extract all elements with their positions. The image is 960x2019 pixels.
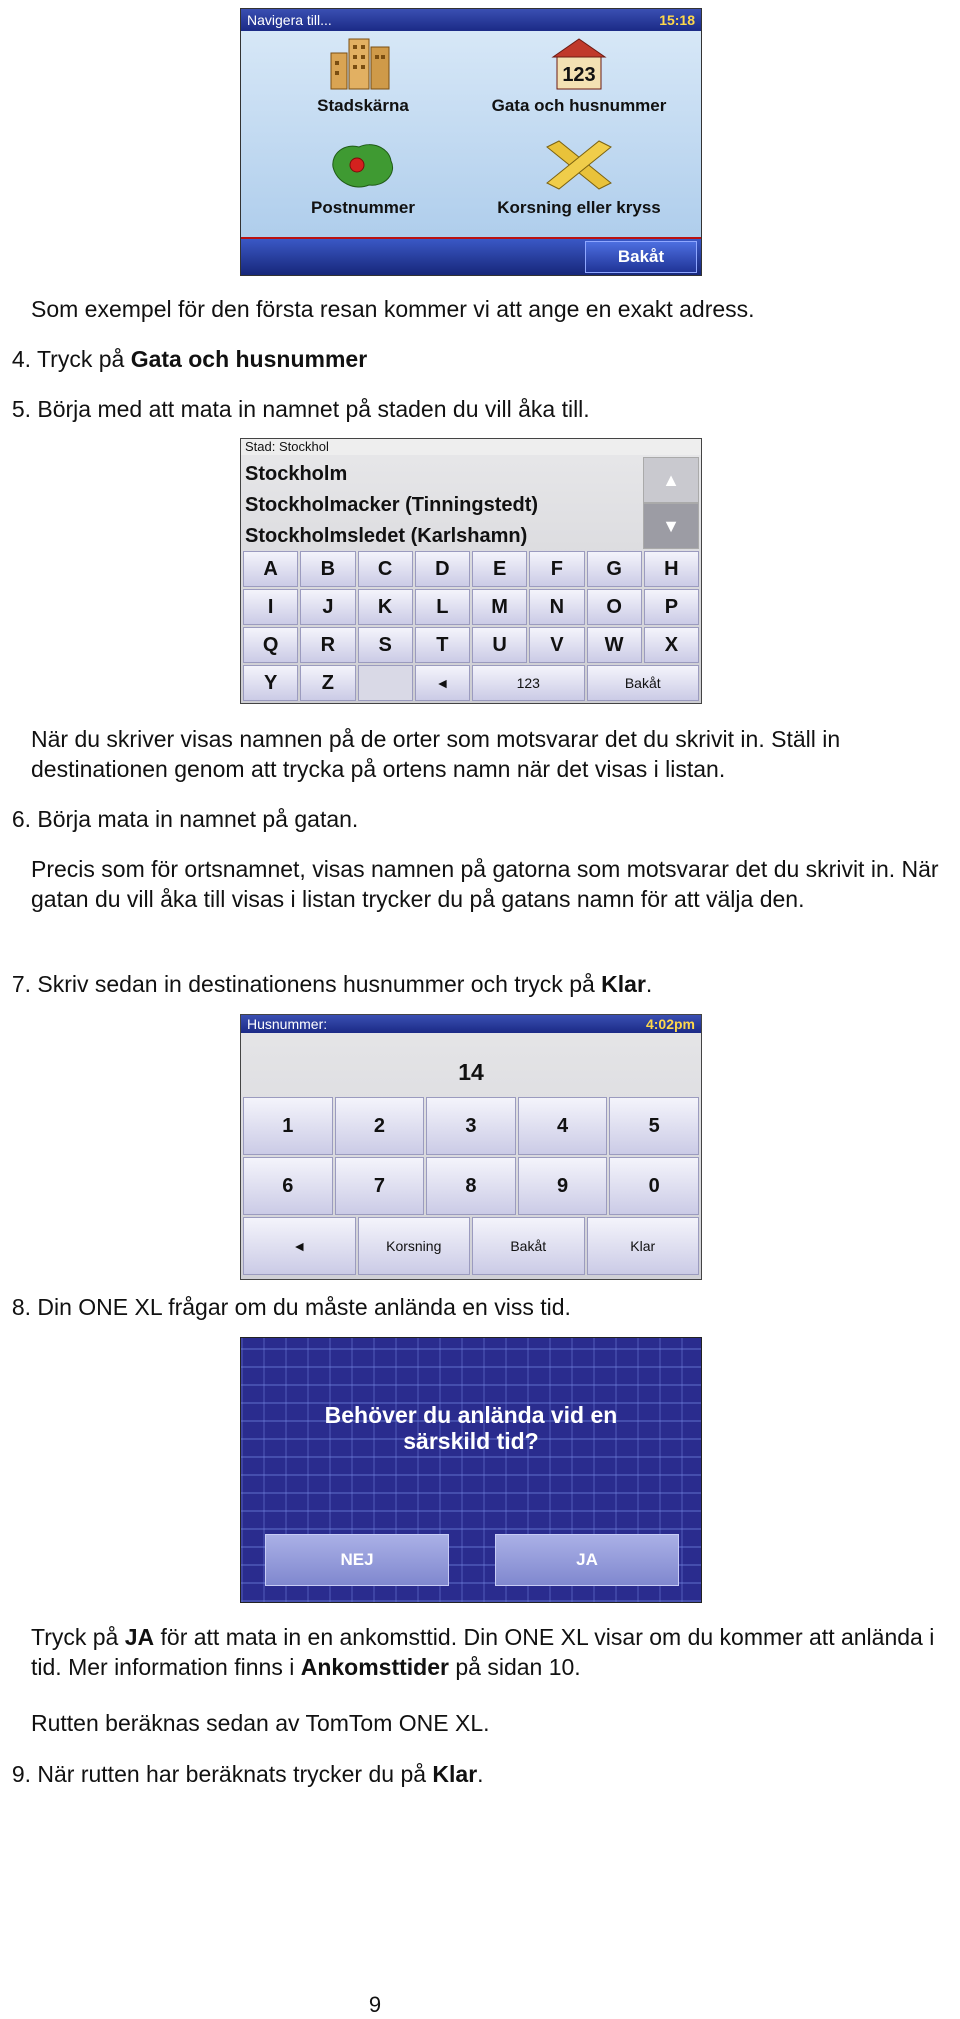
key-a[interactable]: A (243, 551, 298, 587)
key-e[interactable]: E (472, 551, 527, 587)
step-8 (0, 1292, 571, 1322)
step-9 (0, 1759, 484, 1789)
paragraph-route-calc: Rutten beräknas sedan av TomTom ONE XL. (31, 1710, 490, 1736)
menu-street-number-label: Gata och husnummer (491, 96, 667, 115)
house-number-screenshot (240, 1014, 702, 1280)
step-4-text: Tryck på (36, 346, 131, 372)
step-7-text: Skriv sedan in destinationens husnummer och tryck på (37, 971, 602, 997)
key-x[interactable]: X (644, 627, 699, 663)
no-button[interactable]: NEJ (265, 1534, 449, 1586)
key-4[interactable]: 4 (518, 1097, 608, 1155)
house-back-button[interactable]: Bakåt (472, 1217, 585, 1275)
yes-button[interactable]: JA (495, 1534, 679, 1586)
letter-keyboard (243, 551, 699, 701)
step-5 (0, 394, 590, 424)
step-6-text: Börja mata in namnet på gatan. (37, 806, 359, 832)
key-v[interactable]: V (529, 627, 584, 663)
arrival-question (241, 1402, 701, 1454)
menu-postcode-label: Postnummer (311, 198, 415, 217)
arrival-bold-link: Ankomsttider (300, 1654, 449, 1680)
key-h[interactable]: H (644, 551, 699, 587)
key-2[interactable]: 2 (335, 1097, 425, 1155)
step-9-period: . (477, 1761, 484, 1787)
step-7-period: . (645, 971, 653, 997)
key-t[interactable]: T (415, 627, 470, 663)
backspace-arrow-icon[interactable]: ◄ (243, 1217, 356, 1275)
menu-city-centre[interactable] (263, 35, 463, 116)
intro-paragraph: Som exempel för den första resan kommer vi att ange en exakt adress. (31, 296, 755, 322)
paragraph-street-list: Precis som för ortsnamnet, visas namnen på gatorna som motsvarar det du skrivit in. När gatan du vill åka till visas i listan trycker du på gatans namn för att välja den. (31, 856, 939, 912)
city-result[interactable]: Stockholmsledet (Karlshamn) (245, 525, 528, 547)
key-q[interactable]: Q (243, 627, 298, 663)
step-6-number: 6. (11, 806, 31, 832)
nav-time: 15:18 (659, 12, 695, 28)
step-9-bold: Klar (432, 1761, 478, 1787)
key-m[interactable]: M (472, 589, 527, 625)
arrival-text-1: Tryck på (31, 1624, 125, 1650)
nav-title-bar (241, 9, 701, 31)
key-b[interactable]: B (300, 551, 355, 587)
step-4-bold: Gata och husnummer (130, 346, 368, 372)
key-i[interactable]: I (243, 589, 298, 625)
paragraph-arrival (31, 1622, 956, 1682)
key-5[interactable]: 5 (609, 1097, 699, 1155)
step-8-text: Din ONE XL frågar om du måste anlända en viss tid. (37, 1294, 571, 1320)
menu-crossing-label: Korsning eller kryss (497, 198, 661, 217)
arrival-text-3: på sidan 10. (448, 1654, 581, 1680)
house-time: 4:02pm (645, 1016, 695, 1032)
paragraph-city-list: När du skriver visas namnen på de orter som motsvarar det du skrivit in. Ställ in destinationen genom att trycka på ortens namn när det visas i listan. (31, 726, 841, 782)
key-z[interactable]: Z (300, 665, 355, 701)
question-line-1: Behöver du anlända vid en (324, 1402, 618, 1428)
menu-crossing[interactable] (479, 137, 679, 218)
crossing-button[interactable]: Korsning (358, 1217, 471, 1275)
house-number-value: 14 (458, 1059, 484, 1085)
crossroads-icon (539, 137, 619, 193)
key-o[interactable]: O (587, 589, 642, 625)
scroll-up-button[interactable]: ▲ (643, 457, 699, 503)
svg-text:123: 123 (562, 64, 596, 86)
arrival-text-2: för att mata in en ankomsttid. Din ONE XL visar om du kommer att anlända i tid. Mer information finns i (31, 1624, 935, 1680)
key-g[interactable]: G (587, 551, 642, 587)
done-button[interactable]: Klar (587, 1217, 700, 1275)
key-n[interactable]: N (529, 589, 584, 625)
key-7[interactable]: 7 (335, 1157, 425, 1215)
nav-title: Navigera till... (247, 12, 332, 28)
key-8[interactable]: 8 (426, 1157, 516, 1215)
key-1[interactable]: 1 (243, 1097, 333, 1155)
step-9-number: 9. (11, 1761, 31, 1787)
key-r[interactable]: R (300, 627, 355, 663)
key-s[interactable]: S (358, 627, 413, 663)
house-title-bar (241, 1015, 701, 1033)
key-123[interactable]: 123 (472, 665, 585, 701)
step-5-text: Börja med att mata in namnet på staden du vill åka till. (37, 396, 590, 422)
step-7-bold: Klar (601, 971, 646, 997)
navigate-to-screenshot (240, 8, 702, 276)
key-6[interactable]: 6 (243, 1157, 333, 1215)
key-3[interactable]: 3 (426, 1097, 516, 1155)
key-c[interactable]: C (358, 551, 413, 587)
arrival-question-screenshot (240, 1337, 702, 1603)
keyboard-back-button[interactable]: Bakåt (587, 665, 700, 701)
house-number-icon (539, 35, 619, 91)
nav-bottom-bar (241, 237, 701, 275)
number-pad (243, 1097, 699, 1215)
arrival-bold-yes: JA (124, 1624, 155, 1650)
key-0[interactable]: 0 (609, 1157, 699, 1215)
menu-street-number[interactable] (479, 35, 679, 116)
key-p[interactable]: P (644, 589, 699, 625)
key-w[interactable]: W (587, 627, 642, 663)
city-results-list (245, 459, 630, 552)
menu-city-centre-label: Stadskärna (317, 96, 409, 115)
step-4 (0, 344, 367, 374)
step-6 (0, 804, 358, 834)
step-8-number: 8. (11, 1294, 31, 1320)
key-k[interactable]: K (358, 589, 413, 625)
key-f[interactable]: F (529, 551, 584, 587)
city-buildings-icon (323, 35, 403, 91)
nav-back-button[interactable]: Bakåt (585, 241, 697, 273)
step-5-number: 5. (11, 396, 31, 422)
map-region-icon (323, 137, 403, 193)
key-9[interactable]: 9 (518, 1157, 608, 1215)
menu-postcode[interactable] (263, 137, 463, 218)
key-blank (358, 665, 413, 701)
step-9-text: När rutten har beräknats trycker du på (37, 1761, 433, 1787)
key-l[interactable]: L (415, 589, 470, 625)
scroll-down-button[interactable]: ▼ (643, 503, 699, 549)
city-input-title: Stad: Stockhol (241, 439, 701, 455)
step-4-number: 4. (11, 346, 31, 372)
key-j[interactable]: J (300, 589, 355, 625)
question-line-2: särskild tid? (403, 1428, 539, 1454)
step-7 (0, 969, 652, 999)
key-u[interactable]: U (472, 627, 527, 663)
city-result[interactable]: Stockholmacker (Tinningstedt) (245, 494, 539, 516)
page-number: 9 (368, 1992, 382, 2017)
house-bottom-buttons (243, 1217, 699, 1275)
backspace-arrow-icon[interactable]: ◄ (415, 665, 470, 701)
city-keyboard-screenshot (240, 438, 702, 704)
key-y[interactable]: Y (243, 665, 298, 701)
house-title: Husnummer: (247, 1016, 328, 1032)
city-result[interactable]: Stockholm (245, 463, 348, 485)
key-d[interactable]: D (415, 551, 470, 587)
step-7-number: 7. (11, 971, 31, 997)
